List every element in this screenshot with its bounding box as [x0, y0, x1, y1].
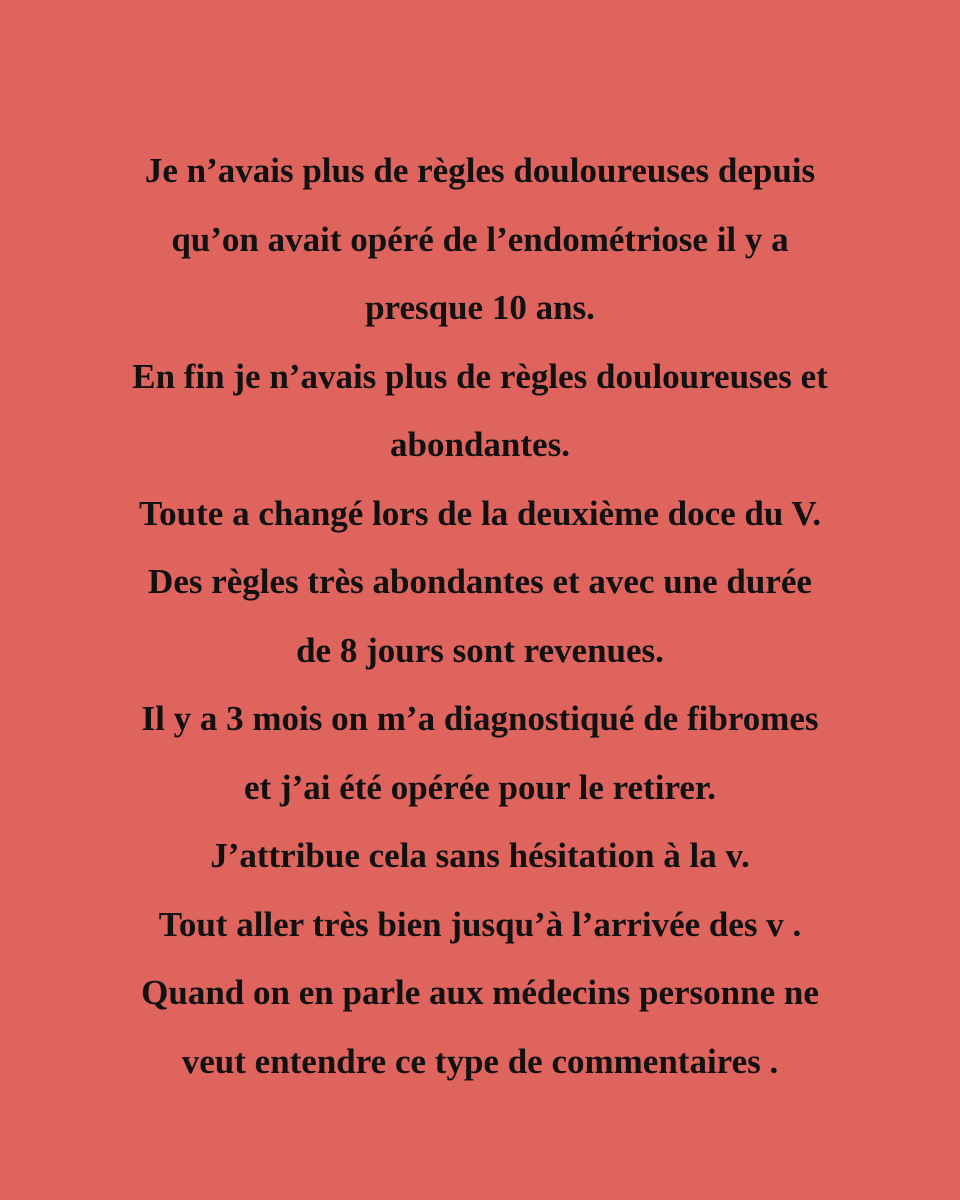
text-line-9: Il y a 3 mois on m’a diagnostiqué de fibromes	[141, 699, 819, 738]
text-line-13: Quand on en parle aux médecins personne ne	[141, 973, 819, 1012]
text-line-10: et j’ai été opérée pour le retirer.	[244, 767, 716, 807]
text-line-8: de 8 jours sont revenues.	[296, 630, 664, 670]
testimonial-text	[40, 137, 920, 1096]
text-line-14: veut entendre ce type de commentaires .	[181, 1041, 779, 1081]
text-line-7: Des règles très abondantes et avec une durée	[148, 562, 812, 601]
text-line-3: presque 10 ans.	[365, 288, 595, 327]
text-line-5: abondantes.	[390, 425, 570, 464]
text-line-4: En fin je n’avais plus de règles douloureuses et	[132, 356, 828, 396]
text-line-1: Je n’avais plus de règles douloureuses depuis	[144, 151, 816, 190]
text-line-6: Toute a changé lors de la deuxième doce du V.	[139, 493, 821, 533]
text-line-12: Tout aller très bien jusqu’à l’arrivée des v .	[158, 904, 802, 944]
text-line-11: J’attribue cela sans hésitation à la v.	[210, 836, 750, 875]
text-line-2: qu’on avait opéré de l’endométriose il y a	[171, 219, 789, 259]
